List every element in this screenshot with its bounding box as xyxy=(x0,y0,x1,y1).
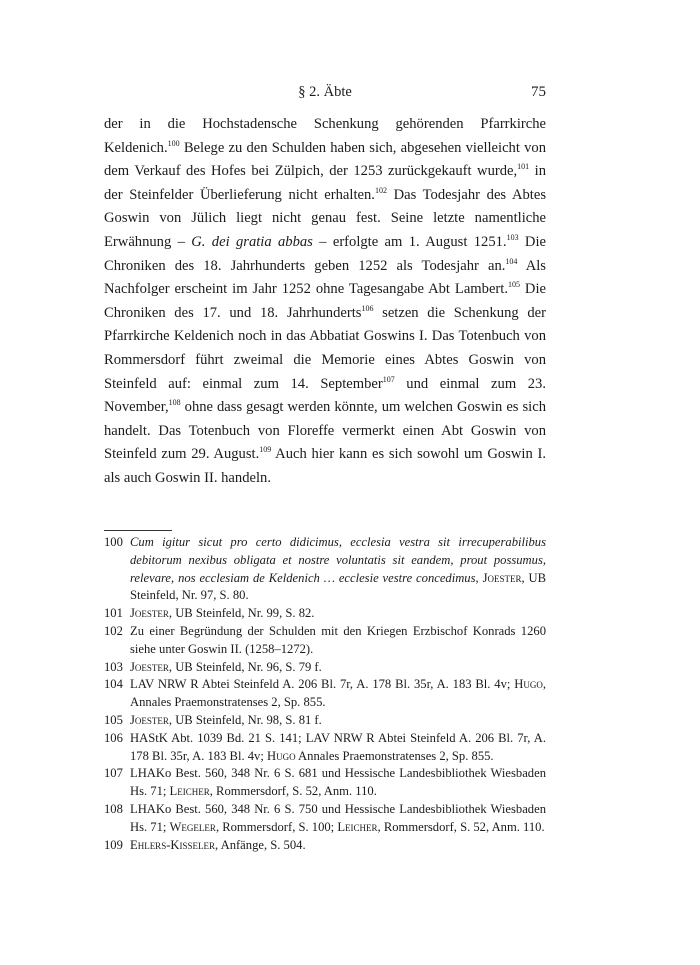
footnote-text xyxy=(130,676,546,712)
footnote-109 xyxy=(104,837,546,855)
text-run: , UB Steinfeld, Nr. 97, S. 80. xyxy=(130,570,547,603)
footnote-ref[interactable]: 105 xyxy=(508,280,520,290)
page-number: 75 xyxy=(531,84,546,100)
footnote-100 xyxy=(104,534,546,605)
footnote-text xyxy=(130,534,546,605)
author-name: Ehlers-Kisseler xyxy=(130,837,215,852)
footnote-ref[interactable]: 103 xyxy=(506,232,519,242)
text-run: Belege zu den Schulden haben sich, abgesehen vielleicht von dem Verkauf des Hofes bei Zülpich, der 1253 zurückgekauft wurde, xyxy=(104,139,546,180)
text-run: HAStK Abt. 1039 Bd. 21 S. 141; LAV NRW R Abtei Steinfeld A. 206 Bl. 7r, A. 178 Bl. 35r, A. 183 Bl. 4v; xyxy=(130,730,546,763)
footnote-106 xyxy=(104,730,546,766)
text-run: Zu einer Begründung der Schulden mit den Kriegen Erzbischof Konrads 1260 siehe unter Goswin II. (1258–1272). xyxy=(130,623,546,656)
text-run: Die Chroniken des 18. Jahrhunderts geben 1252 als Todesjahr an. xyxy=(104,233,546,274)
text-run: in der Steinfelder Überlieferung nicht erhalten. xyxy=(104,163,547,203)
footnote-text xyxy=(130,837,546,855)
footnote-text xyxy=(130,623,546,659)
footnote-text xyxy=(130,712,546,730)
footnote-text xyxy=(130,801,546,837)
footnote-number: 103 xyxy=(104,659,123,674)
text-run: der in die Hochstadensche Schenkung gehörenden Pfarrkirche Keldenich. xyxy=(104,116,546,156)
text-run: , Rommersdorf, S. 100; xyxy=(215,819,338,834)
text-run: , xyxy=(475,570,483,585)
text-run: Die Chroniken des 17. und 18. Jahrhunderts xyxy=(104,281,546,321)
author-name: Leicher xyxy=(169,784,210,799)
author-name: Joester xyxy=(130,606,169,621)
text-run: , Rommersdorf, S. 52, Anm. 110. xyxy=(209,784,377,799)
author-name: Joester xyxy=(482,570,522,585)
author-name: Hugo xyxy=(267,748,296,763)
text-run: und einmal zum 23. November, xyxy=(104,375,546,416)
text-run: , Rommersdorf, S. 52, Anm. 110. xyxy=(377,819,545,834)
footnote-107 xyxy=(104,765,546,801)
footnote-ref[interactable]: 101 xyxy=(517,162,530,172)
text-run: Als Nachfolger erscheint im Jahr 1252 ohne Tagesangabe Abt Lambert. xyxy=(104,257,546,298)
footnote-101 xyxy=(104,605,546,623)
footnote-number: 106 xyxy=(104,730,123,745)
body-paragraph xyxy=(104,113,546,491)
footnote-ref[interactable]: 102 xyxy=(374,185,387,195)
footnote-103 xyxy=(104,659,546,677)
text-run: Auch hier kann es sich sowohl um Goswin I. als auch Goswin II. handeln. xyxy=(104,446,546,486)
footnote-number: 108 xyxy=(104,801,123,816)
footnote-number: 100 xyxy=(104,535,123,549)
footnote-ref[interactable]: 104 xyxy=(505,256,518,266)
footnote-number: 105 xyxy=(104,712,123,727)
page-header xyxy=(104,84,546,106)
main-text xyxy=(104,113,546,491)
text-run: Das Todesjahr des Abtes Goswin von Jülich liegt nicht genau fest. Seine letzte namentliche Erwähnung – xyxy=(104,186,546,250)
footnote-number: 107 xyxy=(104,766,123,781)
author-name: Leicher xyxy=(337,819,378,834)
footnote-108 xyxy=(104,801,546,837)
footnote-ref[interactable]: 100 xyxy=(167,138,180,148)
footnote-text xyxy=(130,605,546,623)
text-run: LHAKo Best. 560, 348 Nr. 6 S. 681 und Hessische Landesbibliothek Wiesbaden Hs. 71; xyxy=(130,766,546,799)
footnote-divider xyxy=(104,530,172,531)
text-run: , UB Steinfeld, Nr. 99, S. 82. xyxy=(168,606,315,621)
text-run: setzen die Schenkung der Pfarrkirche Keldenich noch in das Abbatiat Goswins I. Das Totenbuch von Rommersdorf führt zweimal die Memorie eines Abtes Goswin von Steinfeld auf: einmal zum 14. September xyxy=(104,304,546,392)
author-name: Hugo xyxy=(514,677,543,692)
author-name: Wegeler xyxy=(169,819,216,834)
footnote-number: 101 xyxy=(104,606,123,621)
footnote-105 xyxy=(104,712,546,730)
footnote-number: 102 xyxy=(104,623,123,638)
italic-quote: G. dei gratia abbas xyxy=(191,233,313,250)
footnote-ref[interactable]: 109 xyxy=(259,445,272,455)
text-run: LAV NRW R Abtei Steinfeld A. 206 Bl. 7r, A. 178 Bl. 35r, A. 183 Bl. 4v; xyxy=(130,677,515,692)
text-run: , UB Steinfeld, Nr. 96, S. 79 f. xyxy=(168,659,322,674)
text-run: – erfolgte am 1. August 1251. xyxy=(312,233,507,250)
text-run: , Anfänge, S. 504. xyxy=(215,837,306,852)
footnote-text xyxy=(130,730,546,766)
footnote-ref[interactable]: 106 xyxy=(361,303,374,313)
footnote-text xyxy=(130,765,546,801)
text-run: LHAKo Best. 560, 348 Nr. 6 S. 750 und Hessische Landesbibliothek Wiesbaden Hs. 71; xyxy=(130,801,546,834)
footnote-102 xyxy=(104,623,546,659)
text-run: , UB Steinfeld, Nr. 98, S. 81 f. xyxy=(168,712,322,727)
footnote-ref[interactable]: 108 xyxy=(168,398,181,408)
footnote-ref[interactable]: 107 xyxy=(382,374,395,384)
running-head: § 2. Äbte xyxy=(298,84,352,100)
text-run: ohne dass gesagt werden könnte, um welchen Goswin es sich handelt. Das Totenbuch von Floreffe vermerkt einen Abt Goswin von Steinfeld zum 29. August. xyxy=(104,399,546,463)
footnote-number: 109 xyxy=(104,837,123,852)
footnote-text xyxy=(130,659,546,677)
author-name: Joester xyxy=(130,659,169,674)
footnote-number: 104 xyxy=(104,677,123,692)
author-name: Joester xyxy=(130,712,169,727)
footnote-104 xyxy=(104,676,546,712)
italic-quote: Cum igitur sicut pro certo didicimus, ecclesia vestra sit irrecuperabilibus debitorum nexibus obligata et nostre voluntatis sit eandem, prout possumus, relevare, nos ecclesiam de Keldenich … ecclesie vestre concedimus xyxy=(130,535,546,585)
footnotes-section xyxy=(104,534,546,854)
text-run: Annales Praemonstratenses 2, Sp. 855. xyxy=(295,748,494,763)
text-run: , Annales Praemonstratenses 2, Sp. 855. xyxy=(130,677,546,710)
